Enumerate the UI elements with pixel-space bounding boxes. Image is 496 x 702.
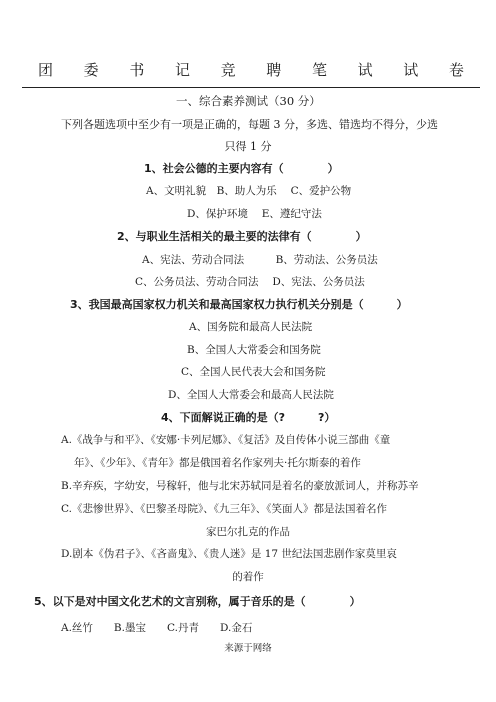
question-3-option-d: D、全国人大常委会和最高人民法院 (168, 389, 334, 401)
title-char: 书 (129, 61, 145, 79)
title-char: 团 (38, 61, 54, 79)
title-char: 试 (403, 61, 419, 79)
question-1-options-line-2: D、保护环境 E、遵纪守法 (187, 208, 322, 220)
title-char: 卷 (448, 61, 464, 79)
title-divider (22, 87, 480, 88)
instruction-line-1: 下列各题选项中至少有一项是正确的，每题 3 分，多选、错选均不得分，少选 (61, 118, 438, 131)
page-footer: 来源于网络 (224, 643, 272, 654)
question-4-option-d-line-1: D.剧本《伪君子》、《吝啬鬼》、《贵人迷》是 17 世纪法国悲剧作家莫里哀 (61, 548, 397, 560)
question-4-option-c-line-1: C.《悲惨世界》、《巴黎圣母院》、《九三年》、《笑面人》都是法国着名作 (61, 503, 387, 515)
title-char: 竞 (220, 61, 236, 79)
question-4-option-a-line-1: A.《战争与和平》、《安娜·卡列尼娜》、《复活》及自传体小说三部曲《童 (61, 434, 391, 446)
question-3-option-c: C、全国人民代表大会和国务院 (181, 366, 326, 378)
title-char: 聘 (266, 61, 282, 79)
question-1-options-line-1: A、文明礼貌 B、助人为乐 C、爱护公物 (146, 185, 352, 197)
title-char: 试 (357, 61, 373, 79)
question-4-option-d-line-2: 的着作 (232, 571, 264, 583)
question-4-option-c-line-2: 家巴尔扎克的作品 (206, 526, 290, 538)
question-4-option-a-line-2: 年》、《少年》、《青年》都是俄国着名作家列夫·托尔斯泰的着作 (74, 457, 361, 469)
section-heading: 一、综合素养测试（30 分） (176, 94, 321, 108)
question-5-stem: 5、以下是对中国文化艺术的文言别称，属于音乐的是（ ） (34, 595, 361, 608)
title-char: 笔 (311, 61, 327, 79)
question-4-stem: 4、下面解说正确的是（? ?） (161, 411, 336, 424)
exam-title (38, 63, 464, 78)
title-char: 记 (174, 61, 190, 79)
question-2-stem: 2、与职业生活相关的最主要的法律有（ ） (117, 230, 367, 243)
question-4-option-b: B.辛弃疾，字幼安，号稼轩，他与北宋苏轼同是着名的豪放派词人，并称苏辛 (61, 480, 419, 492)
question-2-options-line-2: C、公务员法、劳动合同法 D、宪法、公务员法 (135, 276, 365, 288)
question-3-option-a: A、国务院和最高人民法院 (189, 321, 313, 333)
instruction-line-2: 只得 1 分 (224, 140, 272, 153)
question-2-options-line-1: A、宪法、劳动合同法 B、劳动法、公务员法 (142, 254, 378, 266)
question-1-stem: 1、社会公德的主要内容有（ ） (144, 162, 339, 175)
title-char: 委 (83, 61, 99, 79)
question-5-options: A.丝竹 B.墨宝 C.丹青 D.金石 (61, 622, 253, 634)
question-3-option-b: B、全国人大常委会和国务院 (187, 344, 321, 356)
question-3-stem: 3、我国最高国家权力机关和最高国家权力执行机关分别是（ ） (70, 298, 408, 311)
